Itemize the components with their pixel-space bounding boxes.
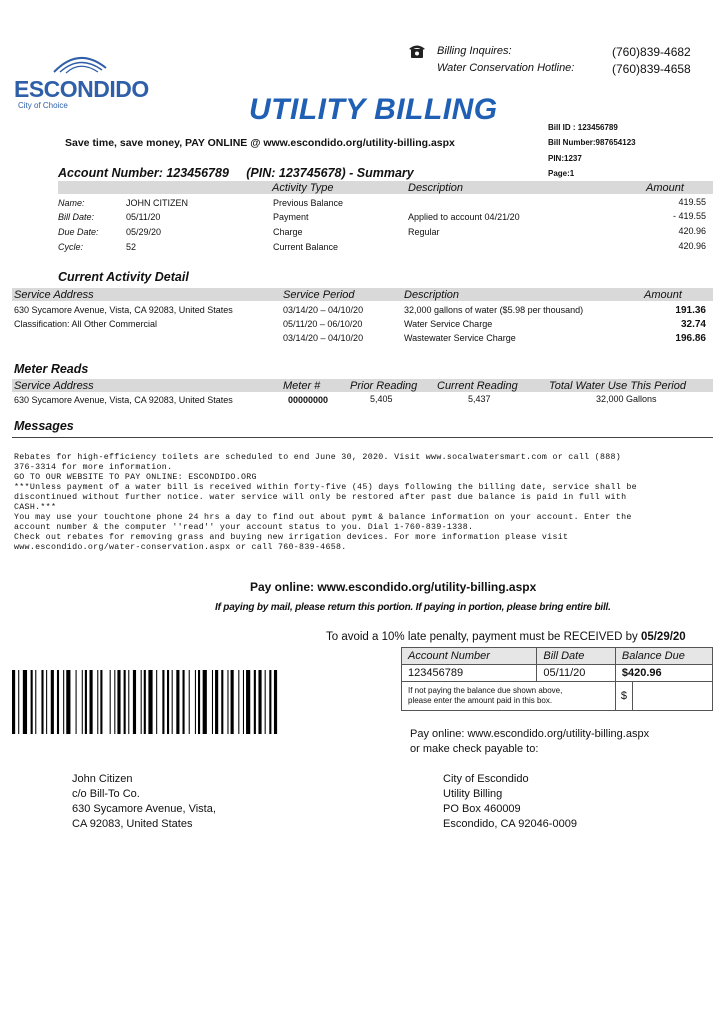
summary-amount-header: Amount xyxy=(646,182,684,194)
detail-amount-header: Amount xyxy=(644,289,682,301)
barcode-bar xyxy=(133,670,136,734)
page-number: Page:1 xyxy=(548,169,575,178)
late-penalty-line xyxy=(326,631,686,643)
barcode-bar xyxy=(41,670,43,734)
barcode-bar xyxy=(221,670,223,734)
barcode-bar xyxy=(85,670,87,734)
detail-period: 03/14/20 – 04/10/20 xyxy=(283,305,364,315)
summary-header-bar xyxy=(58,181,713,194)
billing-inquires-label: Billing Inquires: xyxy=(437,45,512,57)
to-address-line: Escondido, CA 92046-0009 xyxy=(443,818,577,830)
meter-number: 00000000 xyxy=(288,395,329,405)
message-line: Check out rebates for removing grass and buying new irrigation devices. For more information please visit xyxy=(14,533,569,542)
barcode-bar xyxy=(227,670,228,734)
message-line: GO TO OUR WEBSITE TO PAY ONLINE: ESCONDIDO.ORG xyxy=(14,473,257,482)
barcode-bar xyxy=(90,670,93,734)
messages-divider xyxy=(12,437,713,438)
barcode-bar xyxy=(274,670,277,734)
city-logo xyxy=(14,50,149,112)
page-title: UTILITY BILLING xyxy=(249,93,498,126)
barcode-bar xyxy=(46,670,47,734)
meter-current-header: Current Reading xyxy=(437,380,518,392)
message-line: ***Unless payment of a water bill is received within forty-five (45) days following the billing date, service shall be xyxy=(14,483,637,492)
stub-pay-online-2: Pay online: www.escondido.org/utility-billing.aspx xyxy=(410,728,650,740)
phone-icon xyxy=(408,43,426,64)
late-penalty-date: 05/29/20 xyxy=(640,631,686,643)
message-line: www.escondido.org/water-conservation.aspx or call 760-839-4658. xyxy=(14,543,347,552)
from-address xyxy=(72,772,216,832)
message-line: CASH.*** xyxy=(14,503,57,512)
to-address-line: Utility Billing xyxy=(443,788,503,800)
meter-number-header: Meter # xyxy=(283,380,321,392)
barcode-bar xyxy=(51,670,54,734)
meter-address-header: Service Address xyxy=(14,380,94,392)
activity-amount: 419.55 xyxy=(678,197,706,207)
barcode-bar xyxy=(176,670,179,734)
barcode-bar xyxy=(167,670,169,734)
barcode-bar xyxy=(243,670,244,734)
barcode-bar xyxy=(144,670,146,734)
messages-body xyxy=(14,453,714,553)
from-address-line: John Citizen xyxy=(72,773,133,785)
barcode-bar xyxy=(31,670,33,734)
detail-period-header: Service Period xyxy=(283,289,355,301)
cycle-value: 52 xyxy=(126,242,137,252)
barcode-bar xyxy=(148,670,152,734)
bill-date-value-stub: 05/11/20 xyxy=(537,665,615,682)
barcode-bar xyxy=(66,670,70,734)
conservation-hotline-label: Water Conservation Hotline: xyxy=(437,62,575,74)
conservation-hotline-phone: (760)839-4658 xyxy=(612,62,691,76)
barcode-bar xyxy=(156,670,157,734)
partial-note-line: If not paying the balance due shown above, xyxy=(408,686,563,695)
activity-amount: 420.96 xyxy=(678,241,706,251)
messages-heading: Messages xyxy=(14,419,74,433)
message-line: account number & the computer ''read'' your account status to you. Dial 1-760-839-1338. xyxy=(14,523,474,532)
logo-word: ESCONDIDO xyxy=(14,76,149,102)
meter-current: 5,437 xyxy=(468,394,491,404)
barcode-bar xyxy=(189,670,190,734)
barcode-bar xyxy=(100,670,102,734)
activity-type: Previous Balance xyxy=(273,198,344,208)
meter-heading: Meter Reads xyxy=(14,362,89,376)
meter-address: 630 Sycamore Avenue, Vista, CA 92083, United States xyxy=(14,395,233,405)
barcode-bar xyxy=(128,670,129,734)
meter-prior: 5,405 xyxy=(370,394,393,404)
barcode-bar xyxy=(18,670,19,734)
detail-description-header: Description xyxy=(404,289,460,301)
barcode-bar xyxy=(238,670,239,734)
detail-amount: 32.74 xyxy=(680,319,706,330)
activity-amount: 420.96 xyxy=(678,226,706,236)
barcode-bar xyxy=(23,670,27,734)
meter-prior-header: Prior Reading xyxy=(350,380,418,392)
barcode-bar xyxy=(110,670,111,734)
amount-paid-box[interactable] xyxy=(615,682,712,711)
promo-text: Save time, save money, PAY ONLINE @ www.escondido.org/utility-billing.aspx xyxy=(65,137,455,149)
account-number-value: 123456789 xyxy=(402,665,537,682)
message-line: 376-3314 for more information. xyxy=(14,463,173,472)
barcode-bar xyxy=(12,670,15,734)
barcode-bar xyxy=(76,670,77,734)
barcode-bar xyxy=(124,670,126,734)
barcode-bar xyxy=(195,670,196,734)
detail-period: 03/14/20 – 04/10/20 xyxy=(283,333,364,343)
stub-mail-note: If paying by mail, please return this portion. If paying in portion, please bring entire bill. xyxy=(215,602,611,613)
barcode-bar xyxy=(141,670,142,734)
meter-total: 32,000 Gallons xyxy=(596,394,657,404)
pin: PIN:1237 xyxy=(548,154,582,163)
detail-description: 32,000 gallons of water ($5.98 per thousand) xyxy=(404,305,584,315)
balance-due-header: Balance Due xyxy=(615,648,712,665)
barcode-bar xyxy=(246,670,250,734)
bill-date-label: Bill Date: xyxy=(58,212,95,222)
billing-inquires-phone: (760)839-4682 xyxy=(612,45,691,59)
detail-description: Wastewater Service Charge xyxy=(404,333,516,343)
barcode-bar xyxy=(212,670,213,734)
name-label: Name: xyxy=(58,198,85,208)
barcode-bar xyxy=(258,670,261,734)
barcode-bar xyxy=(203,670,207,734)
barcode-bar xyxy=(172,670,173,734)
summary-heading: Account Number: 123456789 (PIN: 123745678) - Summary xyxy=(58,166,414,180)
activity-description: Regular xyxy=(408,227,440,237)
message-line: You may use your touchtone phone 24 hrs a day to find out about pymt & balance information on your account. Enter the xyxy=(14,513,632,522)
account-number-header: Account Number xyxy=(402,648,537,665)
due-date-value: 05/29/20 xyxy=(126,227,162,237)
cycle-label: Cycle: xyxy=(58,242,84,252)
payment-table xyxy=(401,647,713,711)
detail-amount: 196.86 xyxy=(675,333,706,344)
activity-description: Applied to account 04/21/20 xyxy=(408,212,520,222)
activity-type: Current Balance xyxy=(273,242,339,252)
barcode-bar xyxy=(215,670,218,734)
from-address-line: 630 Sycamore Avenue, Vista, xyxy=(72,803,216,815)
name-value: JOHN CITIZEN xyxy=(126,198,188,208)
bill-date-header: Bill Date xyxy=(537,648,615,665)
barcode-bar xyxy=(35,670,36,734)
service-address: 630 Sycamore Avenue, Vista, CA 92083, United States xyxy=(14,305,233,315)
barcode-bar xyxy=(254,670,256,734)
check-payable: or make check payable to: xyxy=(410,743,539,755)
summary-activity-header: Activity Type xyxy=(272,182,334,194)
barcode-bar xyxy=(82,670,83,734)
to-address-line: City of Escondido xyxy=(443,773,529,785)
detail-header-bar xyxy=(12,288,713,301)
detail-address-header: Service Address xyxy=(14,289,94,301)
detail-amount: 191.36 xyxy=(675,305,706,316)
barcode-bar xyxy=(198,670,200,734)
due-date-label: Due Date: xyxy=(58,227,99,237)
from-address-line: CA 92083, United States xyxy=(72,818,193,830)
detail-period: 05/11/20 – 06/10/20 xyxy=(283,319,363,329)
bill-date-value: 05/11/20 xyxy=(126,212,161,222)
summary-description-header: Description xyxy=(408,182,464,194)
logo-tagline: City of Choice xyxy=(18,101,68,110)
from-address-line: c/o Bill-To Co. xyxy=(72,788,140,800)
barcode-bar xyxy=(57,670,59,734)
bill-id: Bill ID : 123456789 xyxy=(548,123,618,132)
partial-note-line: please enter the amount paid in this box. xyxy=(408,696,553,705)
barcode-bar xyxy=(114,670,115,734)
to-address-line: PO Box 460009 xyxy=(443,803,521,815)
barcode-bar xyxy=(265,670,266,734)
to-address xyxy=(443,772,577,832)
message-line: Rebates for high-efficiency toilets are scheduled to end June 30, 2020. Visit www.socalwatersmart.com or call (888) xyxy=(14,453,622,462)
stub-pay-online: Pay online: www.escondido.org/utility-billing.aspx xyxy=(250,580,537,594)
bill-number: Bill Number:987654123 xyxy=(548,138,636,147)
dollar-sign: $ xyxy=(616,682,633,710)
barcode-bar xyxy=(183,670,185,734)
meter-total-header: Total Water Use This Period xyxy=(549,380,686,392)
partial-payment-note xyxy=(402,682,616,711)
activity-type: Charge xyxy=(273,227,303,237)
barcode-bar xyxy=(63,670,64,734)
activity-type: Payment xyxy=(273,212,309,222)
activity-amount: - 419.55 xyxy=(672,211,706,221)
late-penalty-text: To avoid a 10% late penalty, payment must be RECEIVED by xyxy=(326,631,638,643)
detail-heading: Current Activity Detail xyxy=(58,270,189,284)
barcode-bar xyxy=(97,670,98,734)
barcode-bar xyxy=(269,670,271,734)
barcode-bar xyxy=(231,670,234,734)
barcode-bar xyxy=(162,670,164,734)
detail-description: Water Service Charge xyxy=(404,319,493,329)
classification: Classification: All Other Commercial xyxy=(14,319,158,329)
balance-due-value: $420.96 xyxy=(615,665,712,682)
barcode-bar xyxy=(117,670,120,734)
barcode xyxy=(12,670,354,734)
message-line: discontinued without further notice. water service will only be restored after past due balance is paid in full with xyxy=(14,493,627,502)
